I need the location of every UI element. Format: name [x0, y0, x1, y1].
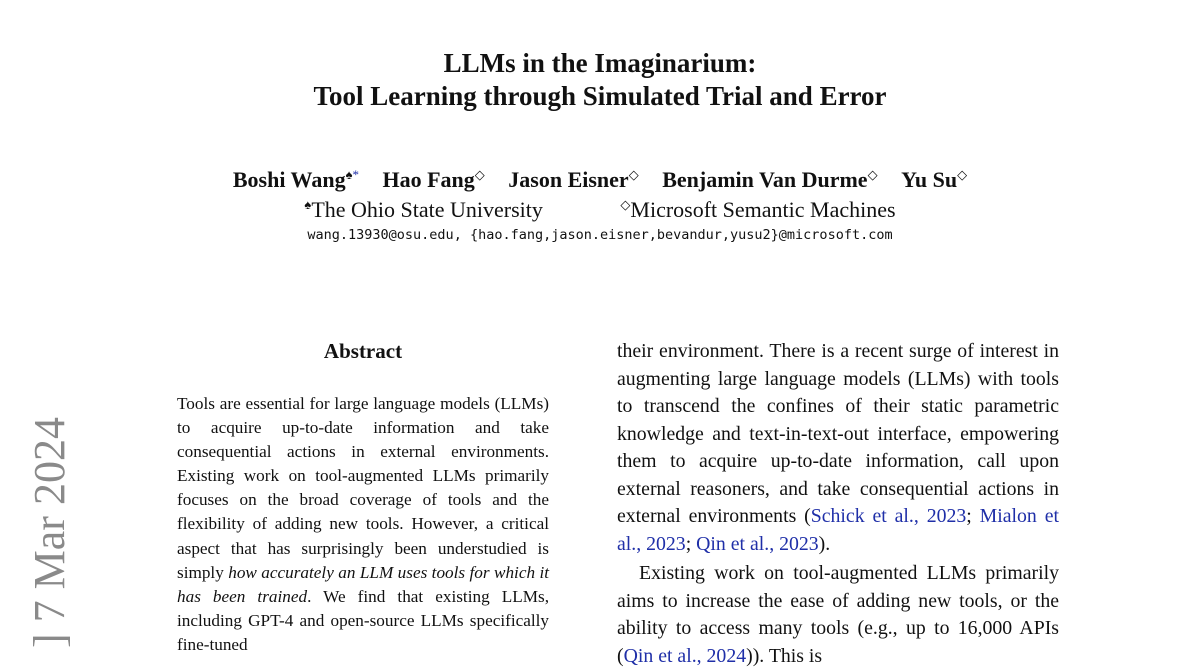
affiliation-mark: ◇ — [957, 167, 968, 182]
affiliation-list — [0, 190, 1200, 225]
intro-text: ). — [818, 532, 831, 555]
citation-link[interactable]: Qin et al., 2023 — [696, 532, 819, 555]
affiliation — [620, 197, 895, 222]
intro-text: their environment. There is a recent surge of interest in augmenting large language models (LLMs) with tools to transcend the confines of their static parametric knowledge and text-in-text-out interface, empowering them to acquire up-to-date information, call upon external reasoners, and take consequential actions in external environments ( — [617, 340, 1059, 527]
title-line-2: Tool Learning through Simulated Trial and Error — [313, 81, 887, 111]
author-name: Benjamin Van Durme — [662, 167, 868, 192]
author-name: Yu Su — [901, 167, 958, 192]
citation-link[interactable]: Mialon et al., 2023 — [617, 505, 1059, 555]
arxiv-identifier-stamp: ] 7 Mar 2024 — [25, 417, 74, 648]
affiliation-mark: ◇ — [474, 167, 485, 182]
footnote-mark[interactable]: * — [352, 167, 359, 182]
author — [233, 167, 359, 192]
abstract-text: Tools are essential for large language models (LLMs) to acquire up-to-date information and take consequential actions in external environments. Existing work on tool-augmented LLMs primarily focuses on the broad coverage of tools and the flexibility of adding new tools. However, a critical aspect that has surprisingly been understudied is simply — [177, 394, 549, 582]
author-name: Jason Eisner — [508, 167, 629, 192]
abstract-emphasis: how accurately an LLM uses tools for which it has been trained — [177, 562, 550, 606]
author-emails: wang.13930@osu.edu, {hao.fang,jason.eisner,bevandur,yusu2}@microsoft.com — [307, 227, 893, 243]
author — [662, 167, 877, 192]
affiliation-mark: ♠ — [345, 167, 353, 182]
affiliation-name: Microsoft Semantic Machines — [630, 197, 896, 222]
affiliation-mark: ◇ — [620, 197, 631, 212]
introduction-column — [617, 338, 1059, 670]
affiliation — [304, 197, 542, 222]
citation-link[interactable]: Qin et al., 2024 — [623, 644, 747, 667]
intro-paragraph — [617, 560, 1059, 670]
author — [382, 167, 484, 192]
abstract-body — [177, 392, 549, 657]
author-name: Boshi Wang — [232, 167, 346, 192]
affiliation-mark: ◇ — [867, 167, 878, 182]
paper-title — [0, 47, 1200, 113]
citation-separator: ; — [685, 532, 697, 555]
affiliation-mark: ◇ — [628, 167, 639, 182]
affiliation-name: The Ohio State University — [311, 197, 543, 222]
abstract-heading: Abstract — [323, 339, 403, 363]
citation-separator: ; — [966, 505, 980, 527]
citation-link[interactable]: Schick et al., 2023 — [810, 505, 967, 527]
affiliation-mark: ♠ — [304, 197, 312, 212]
intro-text: Existing work on tool-augmented LLMs primarily aims to increase the ease of adding new tools, or the ability to access many tools (e.g., up to 16,000 APIs ( — [617, 562, 1059, 667]
author-name: Hao Fang — [382, 167, 475, 192]
title-line-1: LLMs in the Imaginarium: — [443, 48, 757, 78]
author — [901, 167, 967, 192]
author — [508, 167, 638, 192]
intro-text: )). This is — [746, 644, 823, 667]
intro-paragraph — [617, 338, 1059, 558]
abstract-text: . We find that existing LLMs, including GPT-4 and open-source LLMs specifically fine-tuned — [177, 586, 549, 654]
